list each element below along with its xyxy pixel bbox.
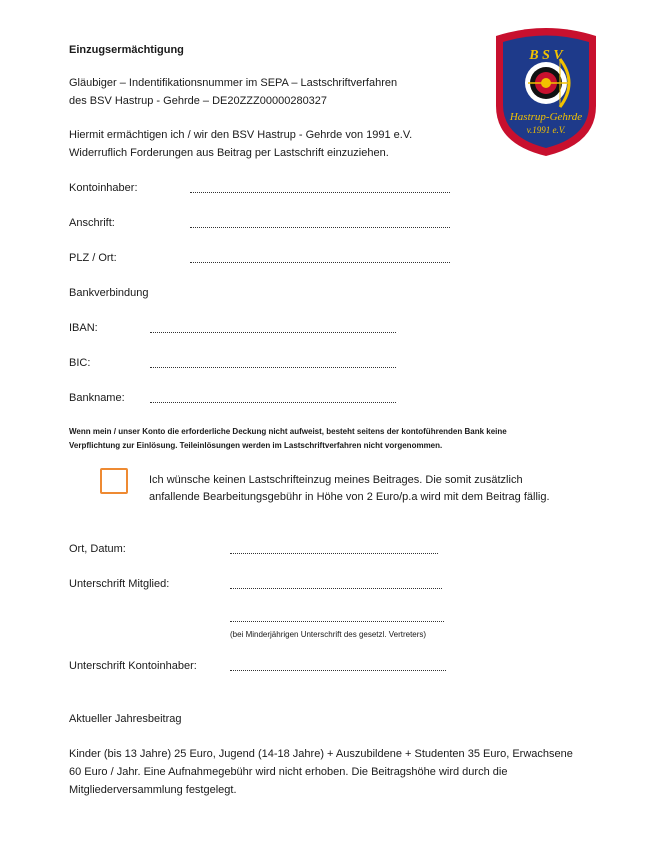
label-iban: IBAN: [69, 322, 98, 334]
label-unterschrift-mitglied: Unterschrift Mitglied: [69, 578, 170, 590]
kontoinhaber-field[interactable] [190, 192, 450, 193]
label-plz-ort: PLZ / Ort: [69, 252, 117, 264]
guardian-note: (bei Minderjährigen Unterschrift des gesetzl. Vertreters) [230, 630, 427, 639]
label-bankname: Bankname: [69, 392, 125, 404]
opt-out-line-1: Ich wünsche keinen Lastschrifteinzug meines Beitrages. Die somit zusätzlich [149, 474, 523, 486]
creditor-id-line-2: des BSV Hastrup - Gehrde – DE20ZZZ00000280327 [69, 95, 328, 107]
bankname-field[interactable] [150, 402, 396, 403]
fees-line-2: 60 Euro / Jahr. Eine Aufnahmegebühr wird nicht erhoben. Die Beitragshöhe wird durch die [69, 766, 508, 778]
label-ort-datum: Ort, Datum: [69, 543, 126, 555]
creditor-id-line-1: Gläubiger – Indentifikationsnummer im SEPA – Lastschriftverfahren [69, 77, 398, 89]
logo-club-name: Hastrup-Gehrde [509, 111, 583, 123]
ort-datum-field[interactable] [230, 553, 438, 554]
opt-out-line-2: anfallende Bearbeitungsgebühr in Höhe von 2 Euro/p.a wird mit dem Beitrag fällig. [149, 491, 550, 503]
unterschrift-kontoinhaber-field[interactable] [230, 670, 446, 671]
logo-founded: v.1991 e.V. [526, 125, 566, 135]
label-unterschrift-kontoinhaber: Unterschrift Kontoinhaber: [69, 660, 197, 672]
label-anschrift: Anschrift: [69, 217, 115, 229]
label-bic: BIC: [69, 357, 91, 369]
club-logo [488, 26, 604, 158]
guardian-signature-field[interactable] [230, 621, 444, 622]
anschrift-field[interactable] [190, 227, 450, 228]
logo-letters: B S V [529, 48, 563, 63]
fees-line-3: Mitgliederversammlung festgelegt. [69, 784, 237, 796]
bank-section-heading: Bankverbindung [69, 287, 149, 299]
notice-line-2: Verpflichtung zur Einlösung. Teileinlösungen werden im Lastschriftverfahren nicht vorgenommen. [69, 441, 443, 450]
fees-line-1: Kinder (bis 13 Jahre) 25 Euro, Jugend (14-18 Jahre) + Auszubildene + Studenten 35 Euro, Erwachsene [69, 748, 573, 760]
bic-field[interactable] [150, 367, 396, 368]
fees-heading: Aktueller Jahresbeitrag [69, 713, 182, 725]
authorization-line-2: Widerruflich Forderungen aus Beitrag per Lastschrift einzuziehen. [69, 147, 389, 159]
label-kontoinhaber: Kontoinhaber: [69, 182, 138, 194]
unterschrift-mitglied-field[interactable] [230, 588, 442, 589]
form-title: Einzugsermächtigung [69, 44, 184, 56]
plz-ort-field[interactable] [190, 262, 450, 263]
opt-out-checkbox[interactable] [100, 468, 128, 494]
notice-line-1: Wenn mein / unser Konto die erforderliche Deckung nicht aufweist, besteht seitens der kontoführenden Bank keine [69, 427, 507, 436]
authorization-line-1: Hiermit ermächtigen ich / wir den BSV Hastrup - Gehrde von 1991 e.V. [69, 129, 413, 141]
iban-field[interactable] [150, 332, 396, 333]
